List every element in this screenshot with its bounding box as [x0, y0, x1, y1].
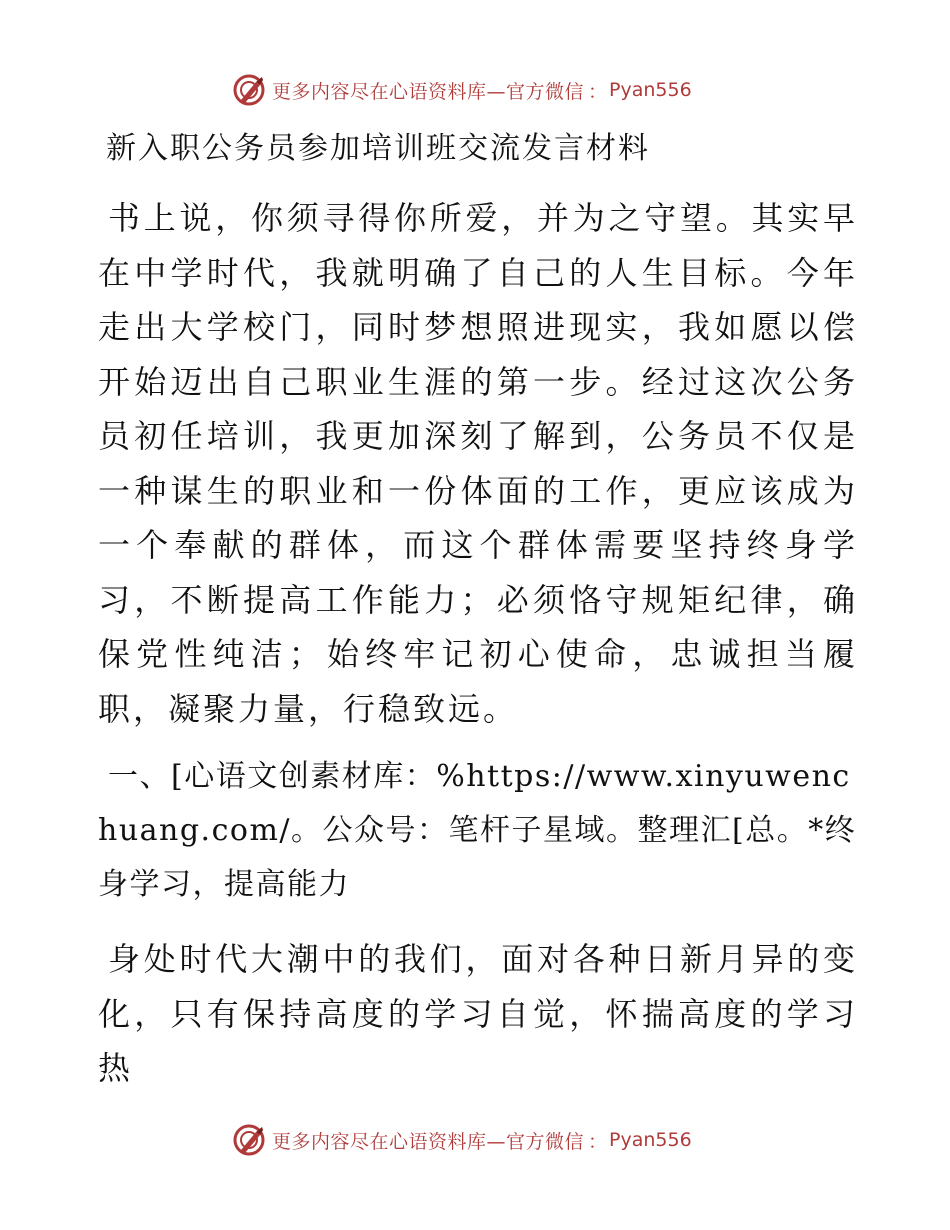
wechat-id: Pyan556 — [609, 79, 692, 101]
banner-text: 更多内容尽在心语资料库—官方微信 — [272, 80, 585, 103]
document-body — [98, 125, 858, 1110]
document-title: 新入职公务员参加培训班交流发言材料 — [106, 131, 650, 166]
banner-text: 更多内容尽在心语资料库—官方微信 — [272, 1130, 585, 1153]
paragraph-section-1: 身处时代大潮中的我们，面对各种日新月异的变化，只有保持高度的学习自觉，怀揣高度的学习热 — [98, 940, 858, 1087]
pen-logo-icon — [232, 73, 266, 107]
watermark-banner-top — [232, 70, 692, 110]
banner-colon: ： — [588, 1130, 608, 1153]
banner-colon: ： — [588, 80, 608, 103]
watermark-banner-bottom — [232, 1120, 692, 1160]
wechat-id: Pyan556 — [609, 1129, 692, 1151]
section-heading-1: 一、[心语文创素材库：%https://www.xinyuwenchuang.com/。公众号：笔杆子星域。整理汇[总。*终身学习，提高能力 — [98, 759, 857, 902]
pen-logo-icon — [232, 1123, 266, 1157]
paragraph-intro: 书上说，你须寻得你所爱，并为之守望。其实早在中学时代，我就明确了自己的人生目标。今年走出大学校门，同时梦想照进现实，我如愿以偿开始迈出自己职业生涯的第一步。经过这次公务员初任培训，我更加深刻了解到，公务员不仅是一种谋生的职业和一份体面的工作，更应该成为一个奉献的群体，而这个群体需要坚持终身学习，不断提高工作能力；必须恪守规矩纪律，确保党性纯洁；始终牢记初心使命，忠诚担当履职，凝聚力量，行稳致远。 — [98, 199, 858, 728]
